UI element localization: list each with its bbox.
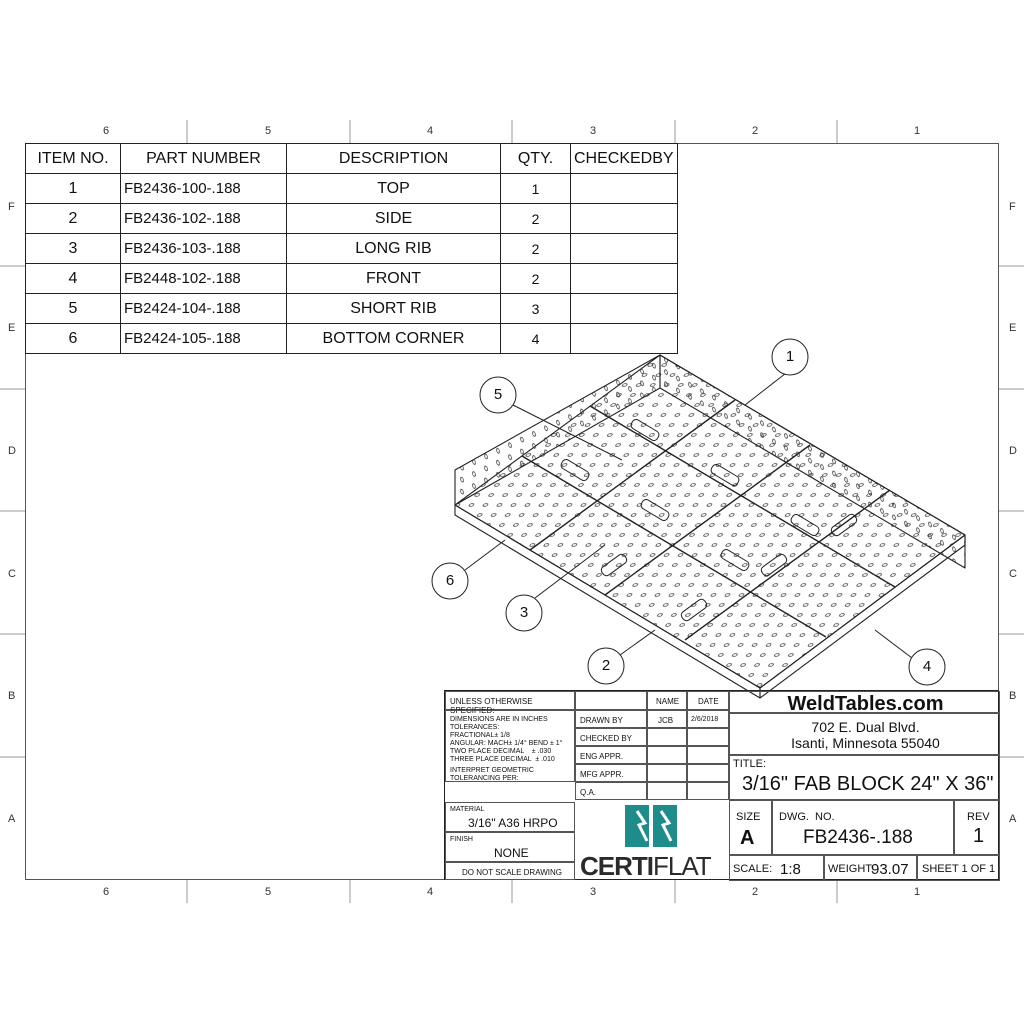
zone-col-3-bottom: 3: [590, 886, 597, 898]
size-label: SIZE: [736, 811, 761, 823]
mfg-date-cell: [687, 764, 729, 782]
scale-value: 1:8: [780, 861, 801, 878]
address-cell: [729, 713, 1000, 755]
bom-item: 4: [26, 264, 121, 294]
date-header-cell: [687, 691, 729, 710]
bom-desc: TOP: [287, 174, 501, 204]
balloon-6-label: 6: [445, 572, 455, 589]
zone-col-5-bottom: 5: [265, 886, 272, 898]
date-header: DATE: [698, 697, 719, 706]
balloon-1-label: 1: [785, 348, 795, 365]
checked-by-cell: [575, 728, 647, 746]
bom-desc: BOTTOM CORNER: [287, 324, 501, 354]
qa-date-cell: [687, 782, 729, 800]
bom-part: FB2436-100-.188: [121, 174, 287, 204]
eng-date-cell: [687, 746, 729, 764]
bom-header-description: DESCRIPTION: [287, 144, 501, 174]
zone-row-E-left: E: [8, 322, 16, 334]
bom-desc: FRONT: [287, 264, 501, 294]
balloon-2-label: 2: [601, 657, 611, 674]
frac-text: FRACTIONAL± 1/8: [450, 732, 510, 739]
bom-part: FB2424-105-.188: [121, 324, 287, 354]
zone-col-6-top: 6: [103, 125, 110, 137]
weight-cell: [824, 855, 917, 881]
bom-item: 3: [26, 234, 121, 264]
company-cell: [729, 691, 1000, 713]
bom-item: 5: [26, 294, 121, 324]
approvals-blank: [575, 691, 647, 710]
bom-part: FB2424-104-.188: [121, 294, 287, 324]
dwg-no-value: FB2436-.188: [803, 827, 913, 848]
zone-col-6-bottom: 6: [103, 886, 110, 898]
logo-certi: CERTI: [580, 851, 653, 881]
zone-row-B-right: B: [1009, 690, 1017, 702]
bom-part: FB2436-102-.188: [121, 204, 287, 234]
interpret1-text: INTERPRET GEOMETRIC: [450, 767, 534, 774]
dwg-no-label: DWG. NO.: [779, 811, 835, 823]
zone-row-A-left: A: [8, 813, 16, 825]
scale-label: SCALE:: [733, 863, 773, 875]
weight-label: WEIGHT:: [828, 863, 874, 875]
material-label: MATERIAL: [450, 806, 485, 813]
unless-text: UNLESS OTHERWISE SPECIFIED:: [450, 697, 533, 715]
address-line1: 702 E. Dual Blvd.: [811, 719, 920, 735]
bom-desc: SIDE: [287, 204, 501, 234]
bom-qty: 2: [501, 264, 571, 294]
zone-col-1-bottom: 1: [914, 886, 921, 898]
dont-scale-cell: [445, 862, 575, 880]
bom-item: 1: [26, 174, 121, 204]
balloon-5-label: 5: [493, 386, 503, 403]
bom-item: 2: [26, 204, 121, 234]
zone-row-C-right: C: [1009, 568, 1017, 580]
address-line2: Isanti, Minnesota 55040: [791, 735, 940, 751]
zone-col-4-top: 4: [427, 125, 434, 137]
qa-cell: [575, 782, 647, 800]
company-name: WeldTables.com: [787, 693, 944, 715]
sheet-value: SHEET 1 OF 1: [922, 863, 996, 875]
eng-appr-cell: [575, 746, 647, 764]
checked-date-cell: [687, 728, 729, 746]
zone-col-4-bottom: 4: [427, 886, 434, 898]
interpret2-text: TOLERANCING PER:: [450, 775, 519, 782]
bom-item: 6: [26, 324, 121, 354]
size-cell: [729, 800, 772, 855]
drawn-by-label: DRAWN BY: [580, 716, 623, 725]
zone-col-5-top: 5: [265, 125, 272, 137]
certiflat-logo-text: [580, 851, 711, 882]
bom-qty: 1: [501, 174, 571, 204]
rev-value: 1: [973, 825, 985, 847]
mfg-appr-cell: [575, 764, 647, 782]
zone-col-2-top: 2: [752, 125, 759, 137]
bom-qty: 3: [501, 294, 571, 324]
name-header-cell: [647, 691, 687, 710]
zone-row-D-left: D: [8, 445, 16, 457]
dwg-no-cell: [772, 800, 954, 855]
material-value: 3/16" A36 HRPO: [468, 816, 558, 830]
weight-value: 93.07: [871, 861, 909, 878]
zone-col-1-top: 1: [914, 125, 921, 137]
certiflat-logo-mark: [621, 801, 681, 851]
rev-label: REV: [967, 811, 990, 823]
zone-row-F-right: F: [1009, 201, 1016, 213]
bom-header-part: PART NUMBER: [121, 144, 287, 174]
bom-header-qty: QTY.: [501, 144, 571, 174]
bom-qty: 4: [501, 324, 571, 354]
bom-part: FB2436-103-.188: [121, 234, 287, 264]
name-header: NAME: [656, 697, 680, 706]
bom-header-checked: CHECKEDBY: [571, 144, 678, 174]
rev-cell: [954, 800, 1000, 855]
bom-header-item: ITEM NO.: [26, 144, 121, 174]
two-place-text: TWO PLACE DECIMAL ± .030: [450, 748, 552, 755]
checked-name-cell: [647, 728, 687, 746]
zone-row-F-left: F: [8, 201, 15, 213]
mfg-name-cell: [647, 764, 687, 782]
drawn-date: 2/6/2018: [691, 716, 719, 723]
qa-label: Q.A.: [580, 788, 597, 797]
bom-qty: 2: [501, 234, 571, 264]
drawn-by-cell: [575, 710, 647, 728]
dont-scale-text: DO NOT SCALE DRAWING: [462, 868, 563, 877]
finish-value: NONE: [494, 846, 529, 860]
balloon-4-label: 4: [922, 658, 932, 675]
sheet-cell: [917, 855, 1000, 881]
angular-text: ANGULAR: MACH± 1/4° BEND ± 1°: [450, 740, 563, 747]
zone-row-C-left: C: [8, 568, 16, 580]
finish-label: FINISH: [450, 836, 473, 843]
qa-name-cell: [647, 782, 687, 800]
balloon-3-label: 3: [519, 604, 529, 621]
eng-name-cell: [647, 746, 687, 764]
title-cell: [729, 755, 1000, 800]
dims-text: DIMENSIONS ARE IN INCHES: [450, 716, 548, 723]
drawn-name: JCB: [658, 716, 674, 725]
zone-row-D-right: D: [1009, 445, 1017, 457]
scale-cell: [729, 855, 824, 881]
bom-desc: LONG RIB: [287, 234, 501, 264]
size-value: A: [740, 827, 755, 849]
eng-appr-label: ENG APPR.: [580, 752, 624, 761]
drawn-date-cell: [687, 710, 729, 728]
bom-qty: 2: [501, 204, 571, 234]
tolerances-cell: [445, 710, 575, 782]
three-place-text: THREE PLACE DECIMAL ± .010: [450, 756, 555, 763]
title-block: [444, 690, 999, 880]
material-cell: [445, 802, 575, 832]
finish-cell: [445, 832, 575, 862]
bom-part: FB2448-102-.188: [121, 264, 287, 294]
zone-col-3-top: 3: [590, 125, 597, 137]
logo-flat: FLAT: [653, 851, 711, 881]
mfg-appr-label: MFG APPR.: [580, 770, 624, 779]
zone-row-B-left: B: [8, 690, 16, 702]
zone-row-E-right: E: [1009, 322, 1017, 334]
checked-by-label: CHECKED BY: [580, 734, 633, 743]
unless-cell: [445, 691, 575, 715]
bom-desc: SHORT RIB: [287, 294, 501, 324]
zone-row-A-right: A: [1009, 813, 1017, 825]
drawn-name-cell: [647, 710, 687, 728]
zone-col-2-bottom: 2: [752, 886, 759, 898]
drawing-title: 3/16" FAB BLOCK 24" X 36": [742, 773, 994, 795]
title-label: TITLE:: [733, 758, 767, 770]
tol-text: TOLERANCES:: [450, 724, 500, 731]
